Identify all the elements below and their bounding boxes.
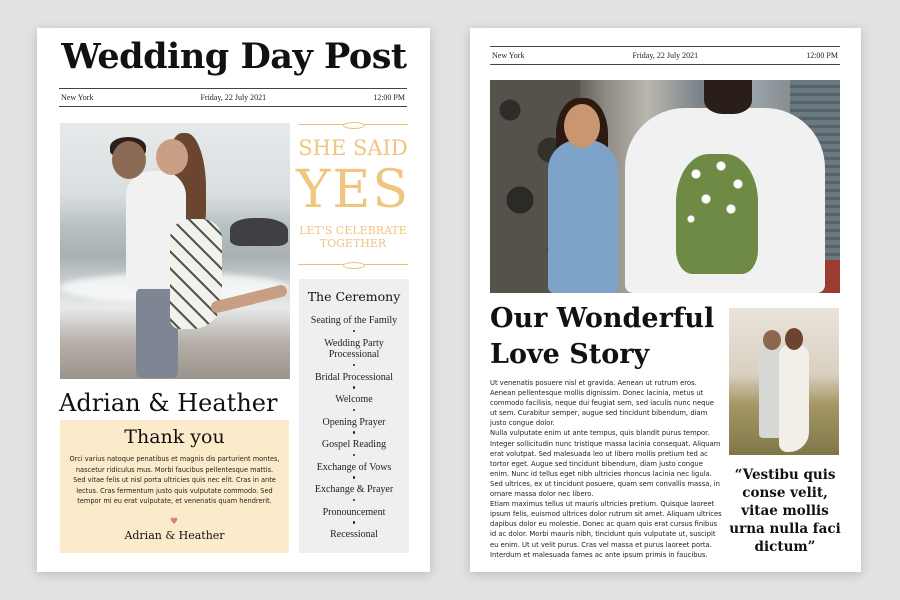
dateline-bar [490, 46, 840, 65]
thank-you-body: Orci varius natoque penatibus et magnis dis parturient montes, nascetur ridiculus mus. Morbi faucibus pellentesque mattis. Sed vitae felis ut nisl porta ultricies quis nec elit. Cras in ante lectus. Cras fermentum justo quis vulputate commodo. Sed tempor mi eu erat vulputate, et venenatis quam hendrerit. [69, 455, 280, 506]
thank-you-title: Thank you [124, 426, 225, 448]
ornament-divider-bottom [298, 262, 408, 268]
story-paragraph: Nulla vulputate enim ut ante tempus, quis blandit purus tempor. Integer sollicitudin nunc tristique massa lacinia consequat. Aliquam erat volutpat. Sed malesuada leo ut libero mollis pretium ted ac tortor eget. Augue sed tincidunt bibendum, diam justo congue enim. Nunc id tellus eget nibh ultricies rhoncus lacinia nec ligula. Sed ultrices, ex ut tincidunt posuere, quam sem convallis massa, in ornare massa dolor nec libero. [490, 429, 721, 499]
thank-you-signature: Adrian & Heather [124, 529, 225, 542]
bullet-dot-icon [353, 454, 356, 457]
list-item: Seating of the Family [299, 315, 409, 338]
list-item: Pronouncement [299, 507, 409, 530]
she-said-text: SHE SAID [298, 136, 408, 160]
story-heading-line-1: Our Wonderful [490, 303, 715, 334]
bullet-dot-icon [353, 330, 356, 333]
ceremony-list [299, 315, 409, 552]
dateline-location: New York [492, 51, 525, 60]
list-item: Exchange & Prayer [299, 484, 409, 507]
dateline-date: Friday, 22 July 2021 [632, 51, 699, 60]
list-item: Welcome [299, 394, 409, 417]
bullet-dot-icon [353, 386, 356, 389]
list-item: Wedding Party Processional [299, 338, 409, 372]
bullet-dot-icon [353, 364, 356, 367]
dateline-time: 12:00 PM [806, 51, 838, 60]
dateline-location: New York [61, 93, 94, 102]
proposal-flowers-photo [490, 80, 840, 293]
bullet-dot-icon [353, 476, 356, 479]
dateline-date: Friday, 22 July 2021 [200, 93, 267, 102]
couple-field-photo [729, 308, 839, 455]
bullet-dot-icon [353, 521, 356, 524]
ornament-divider-top [298, 122, 408, 128]
left-newspaper-page [37, 28, 430, 572]
pull-quote: “Vestibu quis conse velit, vitae mollis urna nulla faci dictum” [729, 467, 841, 555]
story-body [490, 378, 722, 560]
story-paragraph: Ut venenatis posuere nisl et gravida. Aenean ut rutrum eros. Aenean pellentesque mollis dignissim. Donec lacinia, metus ut commodo facilisis, neque dui feugiat sem, sed iaculis nunc neque ut sem. Curabitur semper, augue sed tincidunt bibendum, diam justo congue dolor. [490, 379, 714, 428]
dateline-bar [59, 88, 407, 107]
right-newspaper-page [470, 28, 861, 572]
couple-names-heading: Adrian & Heather [59, 389, 278, 417]
yes-text: YES [296, 160, 410, 220]
bullet-dot-icon [353, 431, 356, 434]
list-item: Gospel Reading [299, 439, 409, 462]
list-item: Exchange of Vows [299, 462, 409, 485]
list-item: Opening Prayer [299, 417, 409, 440]
list-item: Bridal Processional [299, 372, 409, 395]
list-item: Recessional [330, 529, 378, 540]
story-paragraph: Etiam maximus tellus ut mauris ultricies pretium. Quisque laoreet ipsum felis, euismod ultrices dolor rutrum sit amet. Aliquam ultrices dapibus dolor eu molestie. Donec ac quam quis erat cursus finibus id ac dolor. Morbi mauris nibh, tincidunt quis vulputate ut, suscipit eu enim. Ut ut velit purus. Cras vel massa et purus laoreet porta. Interdum et malesuada fames ac ante ipsum primis in faucibus. [490, 500, 722, 559]
bullet-dot-icon [353, 499, 356, 502]
couple-beach-photo [60, 123, 290, 379]
ceremony-title: The Ceremony [307, 289, 401, 304]
thank-you-box [60, 420, 289, 553]
heart-icon: ♥ [170, 517, 179, 527]
story-heading [490, 301, 730, 373]
celebrate-text: LET'S CELEBRATE TOGETHER [299, 224, 407, 250]
bullet-dot-icon [353, 409, 356, 412]
dateline-time: 12:00 PM [373, 93, 405, 102]
ceremony-panel [299, 279, 409, 553]
masthead-title: Wedding Day Post [61, 36, 407, 77]
story-heading-line-2: Love Story [490, 339, 650, 370]
